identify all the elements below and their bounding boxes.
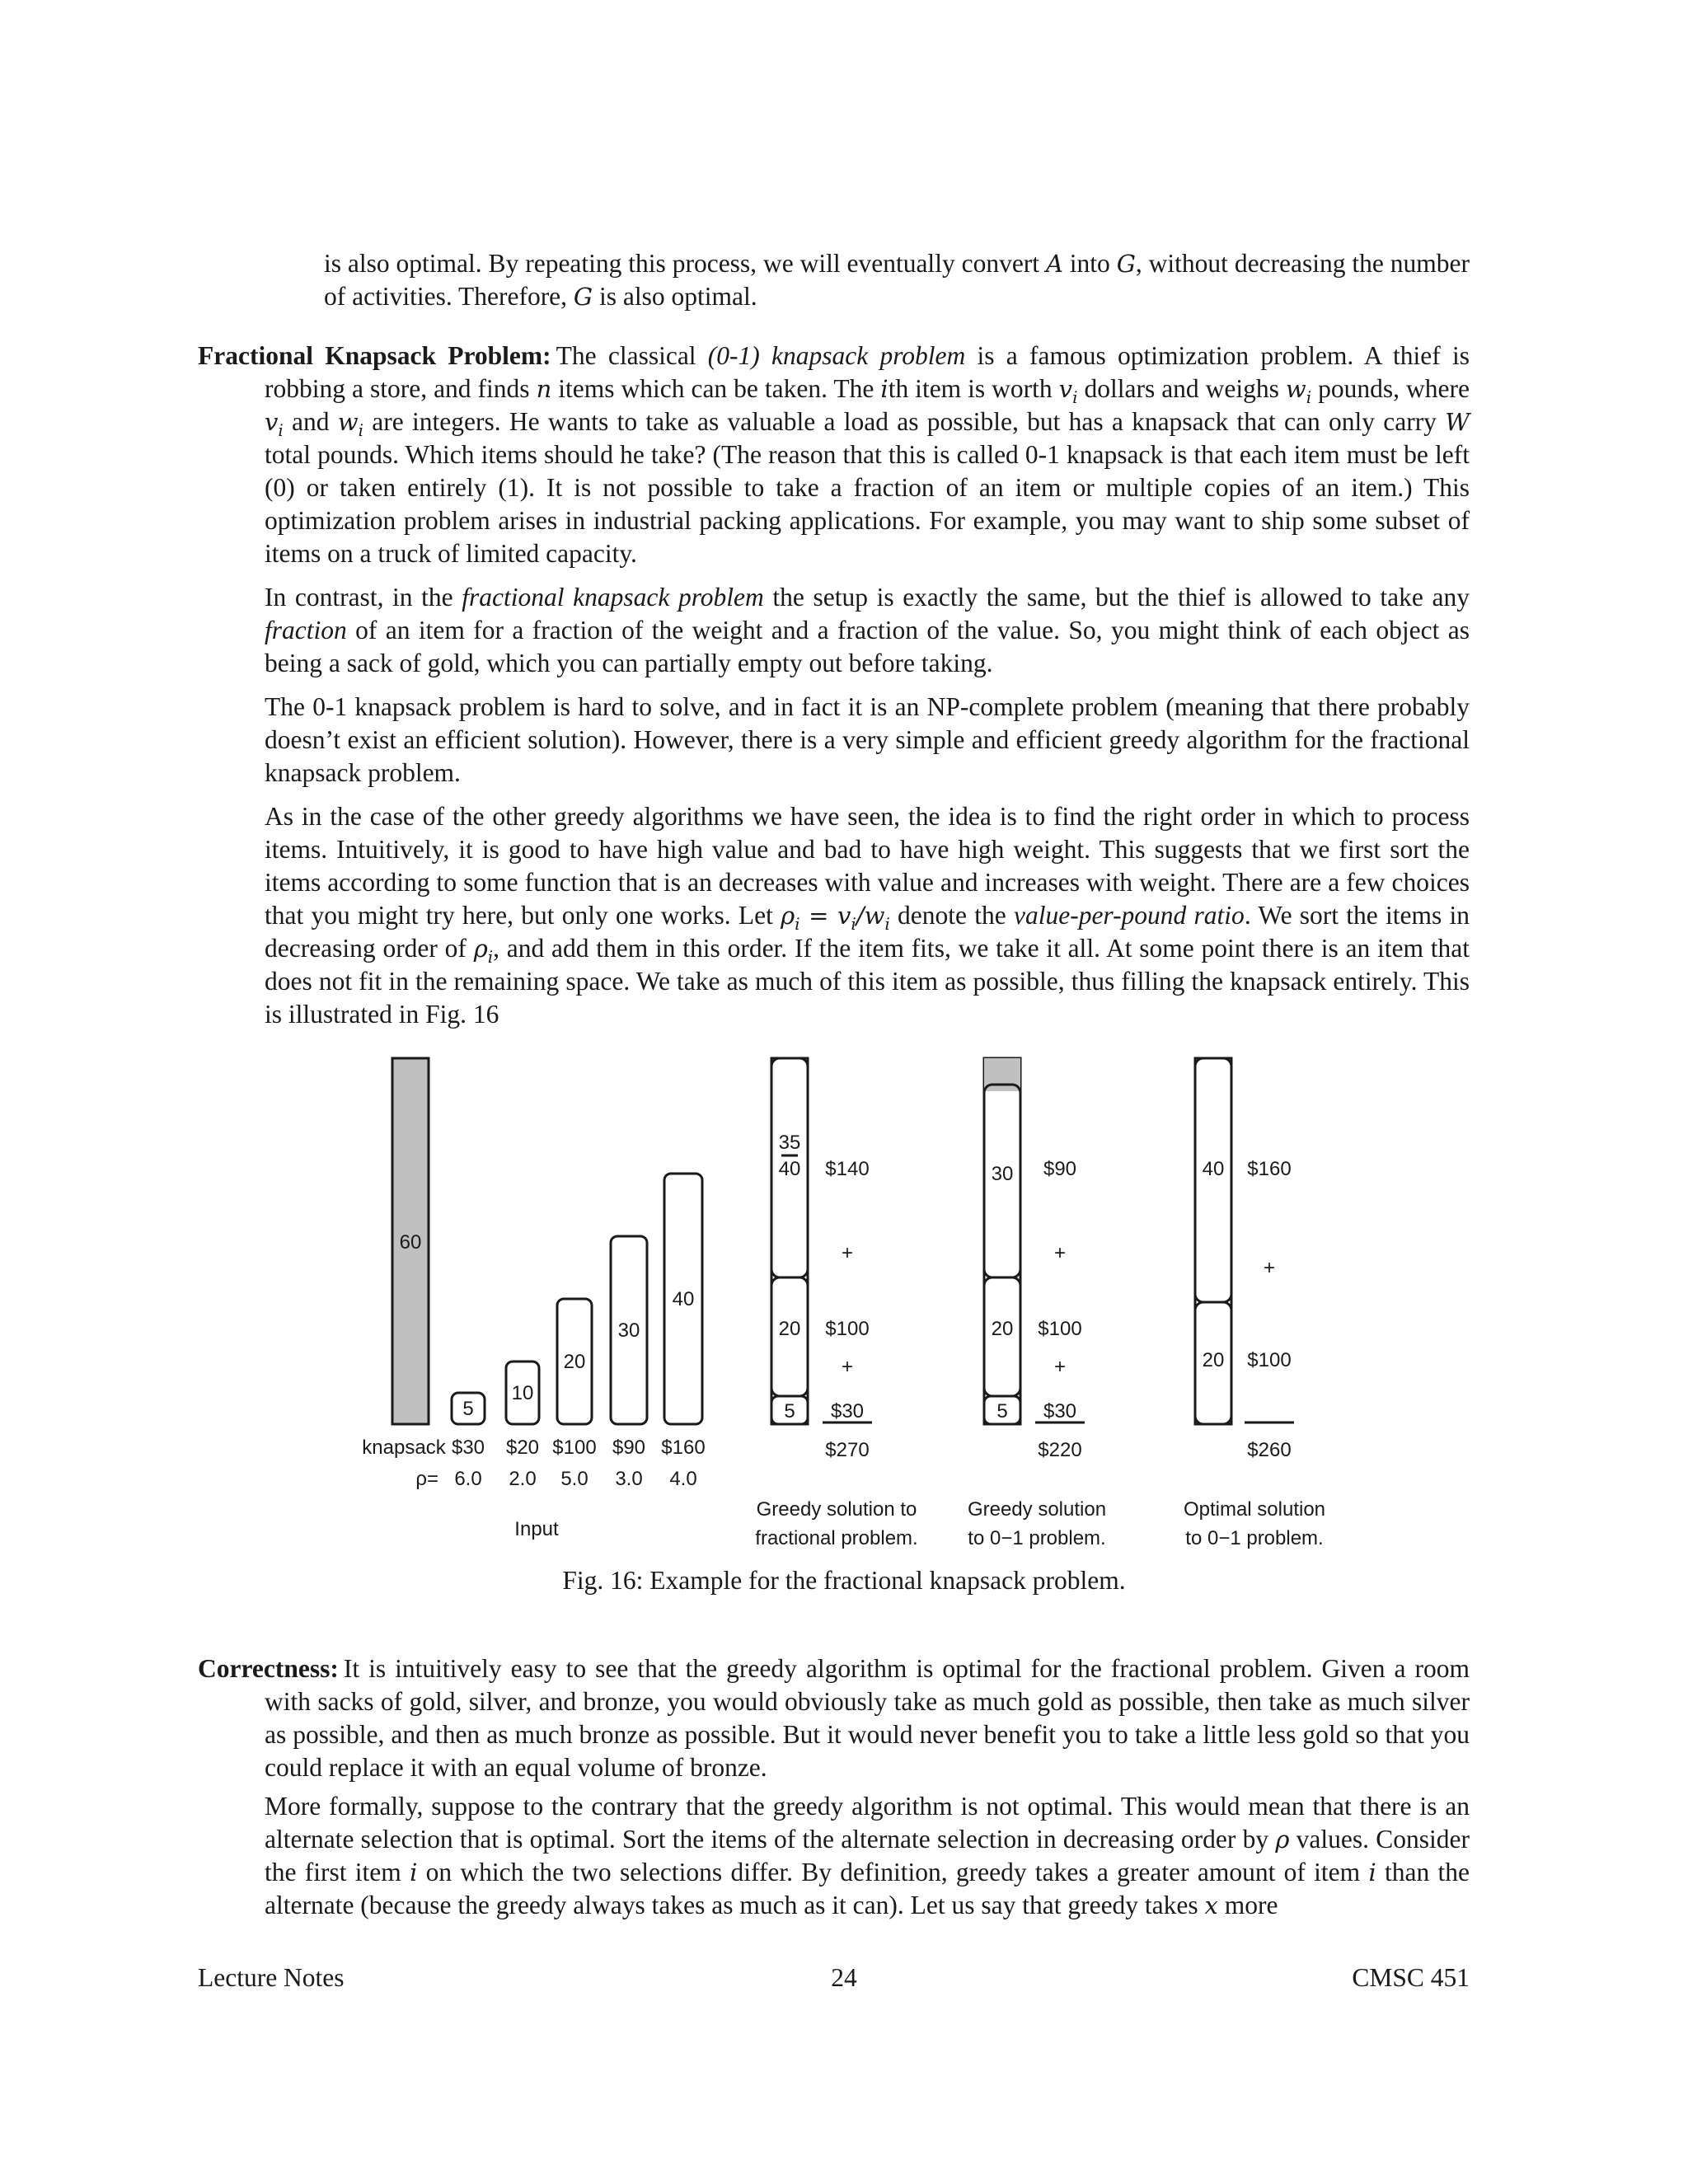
text: More formally, suppose to the contrary that the greedy algorithm is not optimal. This would mean that there is an alternate selection that is optimal. Sort the items of the alternate selection in decreasing order by — [265, 1792, 1470, 1854]
section-heading-correctness: Correctness: — [198, 1654, 339, 1683]
weight-label: 5 — [996, 1400, 1008, 1422]
math-wi: $w_i$ — [337, 408, 364, 440]
item-rho-value: 5.0 — [560, 1468, 588, 1490]
value-label: $30 — [1043, 1400, 1077, 1422]
value-label: $90 — [1043, 1158, 1077, 1180]
math-n: n — [536, 375, 552, 403]
item-value-label: $100 — [552, 1436, 597, 1459]
greedy-01-knapsack — [984, 1058, 1020, 1424]
weight-label: 5 — [784, 1400, 795, 1422]
emphasis-term: fraction — [265, 616, 347, 644]
math-vi: $v_i$ — [265, 408, 284, 440]
item-value-label: $20 — [505, 1436, 540, 1459]
text: on which the two selections differ. By definition, greedy takes a greater amount of item — [417, 1858, 1369, 1886]
caption-line: Optimal solution — [1183, 1498, 1326, 1521]
caption-line: to 0−1 problem. — [968, 1527, 1106, 1549]
plus-sign: + — [1053, 1356, 1067, 1378]
math-i: i — [410, 1858, 418, 1886]
emphasis-term: fractional knapsack problem — [462, 583, 764, 612]
value-label: $100 — [825, 1318, 870, 1340]
correctness-formal-paragraph — [265, 1790, 1470, 1922]
item-rho-value: 2.0 — [509, 1468, 537, 1490]
text: In contrast, in the — [265, 583, 462, 612]
text: are integers. He wants to take as valuable a load as possible, but has a knapsack that can only carry — [363, 407, 1446, 436]
fraction-denominator: 40 — [778, 1158, 801, 1180]
item-value-label: $90 — [612, 1436, 646, 1459]
item-weight-label: 10 — [511, 1382, 534, 1404]
text: It is intuitively easy to see that the greedy algorithm is optimal for the fractional problem. Given a room with sacks of gold, silver, and bronze, you would obviously take as much gold as possible, then take as much silver as possible, and then as much bronze as possible. But it would never benefit you to take a little less gold so that you could replace it with an equal volume of bronze. — [265, 1654, 1470, 1782]
footer-left: Lecture Notes — [198, 1963, 345, 1992]
knapsack-diagram — [346, 1047, 1335, 1549]
value-label: $160 — [1247, 1158, 1292, 1180]
math-rho-def: $\rho_i = v_i/w_i$ — [781, 902, 890, 934]
page-number: 24 — [831, 1963, 857, 1992]
item-value-label: $160 — [661, 1436, 706, 1459]
text: denote the — [889, 901, 1014, 930]
total-label: $220 — [1038, 1439, 1082, 1461]
math-rho: ρ — [1275, 1825, 1290, 1854]
math-i: i — [1368, 1858, 1376, 1886]
intro-text-4: is also optimal. — [593, 282, 757, 311]
knapsack-figure — [346, 1047, 1335, 1549]
value-label: $100 — [1038, 1318, 1082, 1340]
fractional-contrast-paragraph — [265, 581, 1470, 680]
text: of an item for a fraction of the weight and a fraction of the value. So, you might think of each object as being a sack of gold, which you can partially empty out before taking. — [265, 616, 1470, 677]
plus-sign: + — [1263, 1257, 1276, 1279]
intro-paragraph — [324, 247, 1470, 313]
value-label: $140 — [825, 1158, 870, 1180]
math-G: G — [573, 283, 593, 311]
text: , and add them in this order. If the item fits, we take it all. At some point there is an item that does not fit in the remaining space. We take as much of this item as possible, thus filling the knapsack entirely. This is illustrated in Fig. 16 — [265, 934, 1470, 1029]
text: values. Consider the first item — [265, 1825, 1470, 1886]
total-label: $260 — [1247, 1439, 1292, 1461]
math-wi: $w_i$ — [1285, 375, 1312, 407]
intro-text-1: is also optimal. By repeating this process, we will eventually convert — [324, 249, 1046, 278]
weight-label: 20 — [1202, 1349, 1225, 1371]
item-weight-label: 20 — [563, 1351, 586, 1373]
greedy-frac-knapsack — [771, 1058, 808, 1424]
caption-line: Greedy solution to — [756, 1498, 917, 1521]
fractional-knapsack-paragraph — [198, 340, 1470, 570]
text: than the alternate (because the greedy always takes as much as it can). Let us say that greedy takes — [265, 1858, 1470, 1919]
math-x: x — [1204, 1891, 1218, 1919]
weight-label: 20 — [991, 1318, 1014, 1340]
np-complete-paragraph: The 0-1 knapsack problem is hard to solve, and in fact it is an NP-complete problem (meaning that there probably doesn’t exist an efficient solution). However, there is a very simple and efficient greedy algorithm for the fractional knapsack problem. — [265, 692, 1470, 787]
section-heading-fractional-knapsack: Fractional Knapsack Problem: — [198, 341, 551, 370]
weight-label: 20 — [778, 1318, 801, 1340]
weight-label: 30 — [991, 1163, 1014, 1185]
math-G: G — [1116, 250, 1136, 278]
intro-text-2: into — [1062, 249, 1117, 278]
text: more — [1217, 1891, 1278, 1919]
optimal-01-item-40 — [1195, 1058, 1231, 1302]
greedy-order-paragraph — [265, 800, 1470, 1031]
plus-sign: + — [841, 1356, 854, 1378]
emphasis-term: value-per-pound ratio — [1014, 901, 1245, 930]
item-weight-label: 40 — [672, 1288, 695, 1310]
text: total pounds. Which items should he take? (The reason that this is called 0-1 knapsack is that each item must be left (0) or taken entirely (1). It is not possible to take a fraction of an item or multiple copies of an item.) This optimization problem arises in industrial packing applications. For example, you may want to ship some subset of items on a truck of limited capacity. — [265, 440, 1470, 568]
math-rho-i: $\rho_i$ — [473, 935, 494, 967]
intro-text-3: , without decreasing the number of activities. Therefore, — [324, 249, 1470, 311]
correctness-paragraph — [198, 1652, 1470, 1784]
caption-line: fractional problem. — [755, 1527, 918, 1549]
text: The classical — [556, 341, 708, 370]
total-label: $270 — [825, 1439, 870, 1461]
caption-line: Greedy solution — [967, 1498, 1107, 1521]
item-weight-label: 5 — [462, 1398, 474, 1420]
plus-sign: + — [841, 1242, 854, 1264]
input-caption: Input — [514, 1518, 559, 1540]
item-value-label: $30 — [451, 1436, 485, 1459]
figure-caption: Fig. 16: Example for the fractional knapsack problem. — [562, 1566, 1126, 1595]
math-i: i — [880, 375, 889, 403]
knapsack-capacity-label: 60 — [399, 1231, 422, 1254]
text: the setup is exactly the same, but the thief is allowed to take any — [763, 583, 1470, 612]
plus-sign: + — [1053, 1242, 1067, 1264]
text: items which can be taken. The — [551, 374, 881, 403]
item-weight-label: 30 — [617, 1319, 640, 1342]
text: th item is worth — [888, 374, 1059, 403]
footer-right: CMSC 451 — [1352, 1963, 1470, 1992]
math-A: A — [1045, 250, 1063, 278]
text: pounds, where — [1311, 374, 1470, 403]
caption-line: to 0−1 problem. — [1185, 1527, 1324, 1549]
text: dollars and weighs — [1077, 374, 1286, 403]
rho-label: ρ= — [415, 1468, 438, 1490]
text: and — [283, 407, 338, 436]
text: . We sort the items in decreasing order of — [265, 901, 1470, 963]
item-rho-value: 4.0 — [669, 1468, 697, 1490]
value-label: $100 — [1247, 1349, 1292, 1371]
text: As in the case of the other greedy algorithms we have seen, the idea is to find the right order in which to process items. Intuitively, it is good to have high value and bad to have high weight. This suggests that we first sort the items according to some function that is an decreases with value and increases with weight. There are a few choices that you might try here, but only one works. Let — [265, 802, 1470, 930]
weight-label: 40 — [1202, 1158, 1225, 1180]
fraction-numerator: 35 — [778, 1132, 801, 1154]
value-label: $30 — [830, 1400, 865, 1422]
math-W: W — [1445, 408, 1470, 436]
text: is a famous optimization problem. A thief is robbing a store, and finds — [265, 341, 1470, 403]
emphasis-term: (0-1) knapsack problem — [707, 341, 966, 370]
math-vi: $v_i$ — [1058, 375, 1078, 407]
item-rho-value: 3.0 — [615, 1468, 643, 1490]
knapsack-label: knapsack — [362, 1436, 446, 1459]
item-rho-value: 6.0 — [454, 1468, 482, 1490]
